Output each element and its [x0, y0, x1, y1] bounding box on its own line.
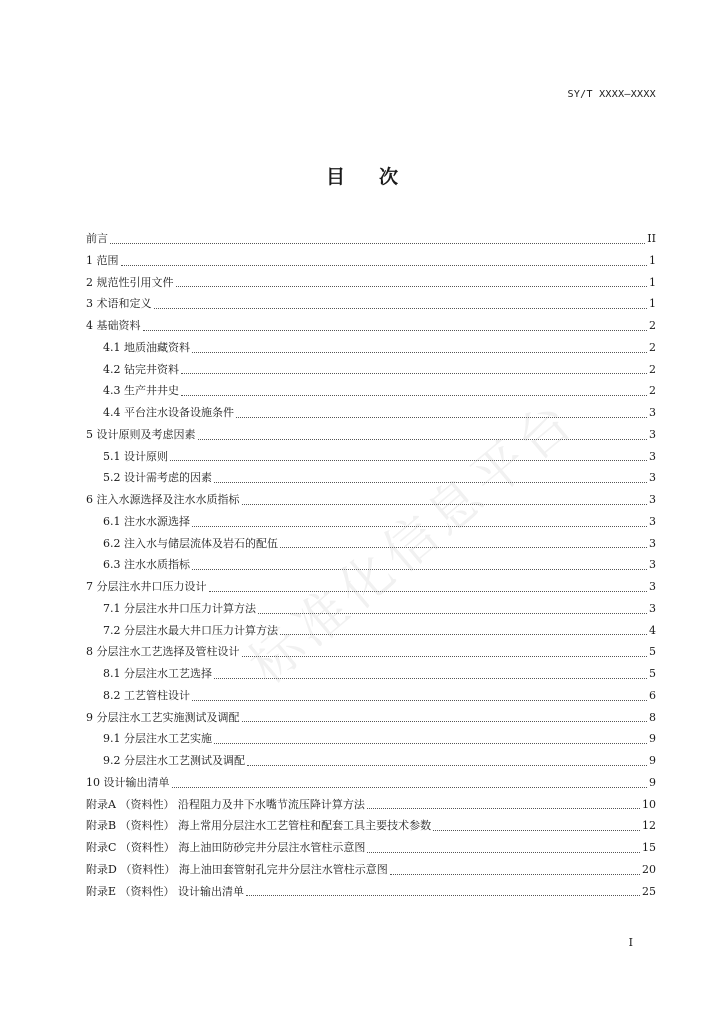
toc-leader-dots	[214, 677, 647, 679]
toc-entry-label: 5 设计原则及考虑因素	[86, 427, 196, 441]
toc-entry-label: 7.2 分层注水最大井口压力计算方法	[103, 623, 278, 637]
toc-leader-dots	[367, 851, 640, 853]
toc-entry[interactable]	[86, 467, 656, 489]
toc-entry-page: 3	[649, 558, 656, 572]
toc-entry[interactable]	[86, 489, 656, 511]
toc-entry[interactable]	[86, 859, 656, 881]
toc-entry-label: 前言	[86, 232, 108, 245]
toc-entry-label: 4.4 平台注水设备设施条件	[103, 406, 234, 419]
toc-entry-label: 5.1 设计原则	[103, 449, 168, 463]
toc-entry[interactable]	[86, 250, 656, 272]
toc-leader-dots	[242, 720, 648, 722]
toc-entry-page: 3	[649, 580, 656, 593]
toc-entry[interactable]	[86, 576, 656, 598]
toc-entry-label: 7 分层注水井口压力设计	[86, 580, 207, 593]
toc-entry[interactable]	[86, 228, 656, 250]
toc-entry-label: 3 术语和定义	[86, 297, 152, 311]
toc-leader-dots	[172, 786, 648, 788]
toc-entry[interactable]	[86, 293, 656, 315]
toc-leader-dots	[258, 612, 647, 614]
toc-entry-page: 1	[649, 297, 656, 311]
toc-entry[interactable]	[86, 533, 656, 555]
toc-leader-dots	[181, 394, 647, 396]
toc-leader-dots	[192, 525, 647, 527]
page-number: I	[628, 936, 633, 949]
toc-entry-label: 7.1 分层注水井口压力计算方法	[103, 601, 256, 615]
toc-entry-label: 6.1 注水水源选择	[103, 514, 190, 528]
toc-entry-page: 3	[649, 601, 656, 615]
toc-entry-page: 15	[642, 841, 656, 854]
toc-entry-page: 20	[642, 862, 656, 876]
toc-entry-page: 4	[649, 623, 656, 637]
toc-entry-label: 4.1 地质油藏资料	[103, 340, 190, 354]
toc-entry-page: 5	[649, 645, 656, 659]
toc-leader-dots	[214, 481, 647, 483]
toc-entry[interactable]	[86, 728, 656, 750]
toc-leader-dots	[181, 372, 647, 374]
toc-leader-dots	[280, 546, 647, 548]
toc-entry-page: 3	[649, 536, 656, 550]
toc-entry-page: 12	[642, 819, 656, 833]
toc-entry-page: 9	[649, 754, 656, 767]
toc-entry-label: 附录C （资料性） 海上油田防砂完井分层注水管柱示意图	[86, 841, 366, 854]
toc-entry-label: 附录B （资料性） 海上常用分层注水工艺管柱和配套工具主要技术参数	[86, 819, 432, 833]
toc-entry[interactable]	[86, 446, 656, 468]
toc-entry-label: 1 范围	[86, 253, 119, 267]
toc-entry-label: 9.2 分层注水工艺测试及调配	[103, 754, 245, 767]
toc-entry[interactable]	[86, 663, 656, 685]
toc-leader-dots	[242, 655, 648, 657]
toc-entry[interactable]	[86, 750, 656, 772]
toc-entry-page: 25	[642, 884, 656, 898]
toc-entry-label: 附录D （资料性） 海上油田套管射孔完井分层注水管柱示意图	[86, 862, 388, 876]
toc-leader-dots	[192, 699, 647, 701]
toc-entry[interactable]	[86, 685, 656, 707]
toc-entry-label: 10 设计输出清单	[86, 775, 170, 789]
toc-entry[interactable]	[86, 359, 656, 381]
title-char-1: 目	[325, 166, 345, 188]
toc-leader-dots	[110, 242, 645, 244]
toc-leader-dots	[367, 807, 640, 809]
toc-entry-page: 2	[649, 384, 656, 398]
toc-leader-dots	[176, 285, 648, 287]
toc-entry-label: 6.3 注水水质指标	[103, 558, 190, 572]
toc-entry[interactable]	[86, 641, 656, 663]
toc-entry-label: 4 基础资料	[86, 319, 141, 332]
toc-leader-dots	[433, 829, 640, 831]
toc-leader-dots	[143, 329, 648, 331]
toc-entry-page: II	[647, 232, 656, 245]
toc-entry[interactable]	[86, 511, 656, 533]
toc-leader-dots	[247, 764, 647, 766]
toc-entry-label: 8 分层注水工艺选择及管柱设计	[86, 645, 240, 659]
toc-entry[interactable]	[86, 772, 656, 794]
toc-entry-page: 6	[649, 688, 656, 702]
toc-entry[interactable]	[86, 380, 656, 402]
toc-entry-page: 3	[649, 406, 656, 419]
toc-entry[interactable]	[86, 424, 656, 446]
toc-entry-page: 8	[649, 710, 656, 724]
toc-entry[interactable]	[86, 794, 656, 816]
toc-entry[interactable]	[86, 815, 656, 837]
toc-entry-page: 3	[649, 427, 656, 441]
toc-entry-page: 10	[642, 797, 656, 811]
toc-leader-dots	[246, 894, 640, 896]
toc-entry-label: 6.2 注入水与储层流体及岩石的配伍	[103, 536, 278, 550]
watermark: 标准化信息平台	[238, 388, 588, 696]
toc-entry[interactable]	[86, 707, 656, 729]
toc-entry-page: 9	[649, 775, 656, 789]
page-title	[0, 162, 724, 189]
toc-leader-dots	[236, 416, 647, 418]
toc-leader-dots	[242, 503, 648, 505]
toc-entry[interactable]	[86, 837, 656, 859]
toc-entry-label: 9 分层注水工艺实施测试及调配	[86, 710, 240, 724]
toc-entry[interactable]	[86, 620, 656, 642]
toc-entry-label: 附录A （资料性） 沿程阻力及井下水嘴节流压降计算方法	[86, 797, 365, 811]
toc-entry[interactable]	[86, 337, 656, 359]
toc-entry-page: 9	[649, 732, 656, 746]
toc-entry-page: 5	[649, 667, 656, 680]
toc-leader-dots	[170, 459, 647, 461]
toc-entry[interactable]	[86, 315, 656, 337]
toc-entry[interactable]	[86, 272, 656, 294]
toc-entry-label: 4.2 钻完井资料	[103, 362, 179, 376]
table-of-contents	[86, 228, 656, 902]
standard-code: SY/T XXXX—XXXX	[567, 89, 656, 100]
toc-leader-dots	[121, 264, 648, 266]
toc-leader-dots	[192, 351, 647, 353]
toc-entry-label: 8.1 分层注水工艺选择	[103, 667, 212, 680]
toc-leader-dots	[209, 590, 648, 592]
toc-entry-page: 3	[649, 493, 656, 506]
toc-entry-page: 3	[649, 514, 656, 528]
toc-entry-page: 3	[649, 449, 656, 463]
toc-entry[interactable]	[86, 881, 656, 903]
toc-entry-label: 2 规范性引用文件	[86, 275, 174, 289]
toc-entry-label: 9.1 分层注水工艺实施	[103, 732, 212, 746]
toc-entry-page: 3	[649, 471, 656, 485]
toc-entry-label: 附录E （资料性） 设计输出清单	[86, 884, 245, 898]
title-char-2: 次	[379, 166, 399, 188]
toc-entry-page: 1	[649, 275, 656, 289]
toc-entry-page: 2	[649, 319, 656, 332]
toc-entry-page: 1	[649, 253, 656, 267]
toc-leader-dots	[390, 873, 640, 875]
toc-entry-page: 2	[649, 340, 656, 354]
toc-entry-label: 4.3 生产井井史	[103, 384, 179, 398]
toc-entry-label: 6 注入水源选择及注水水质指标	[86, 493, 240, 506]
toc-leader-dots	[154, 307, 648, 309]
toc-leader-dots	[214, 742, 647, 744]
toc-leader-dots	[280, 633, 647, 635]
toc-leader-dots	[192, 568, 647, 570]
toc-entry-label: 5.2 设计需考虑的因素	[103, 471, 212, 485]
toc-entry-page: 2	[649, 362, 656, 376]
toc-entry[interactable]	[86, 598, 656, 620]
toc-entry-label: 8.2 工艺管柱设计	[103, 688, 190, 702]
toc-entry[interactable]	[86, 402, 656, 424]
toc-leader-dots	[198, 438, 648, 440]
toc-entry[interactable]	[86, 554, 656, 576]
